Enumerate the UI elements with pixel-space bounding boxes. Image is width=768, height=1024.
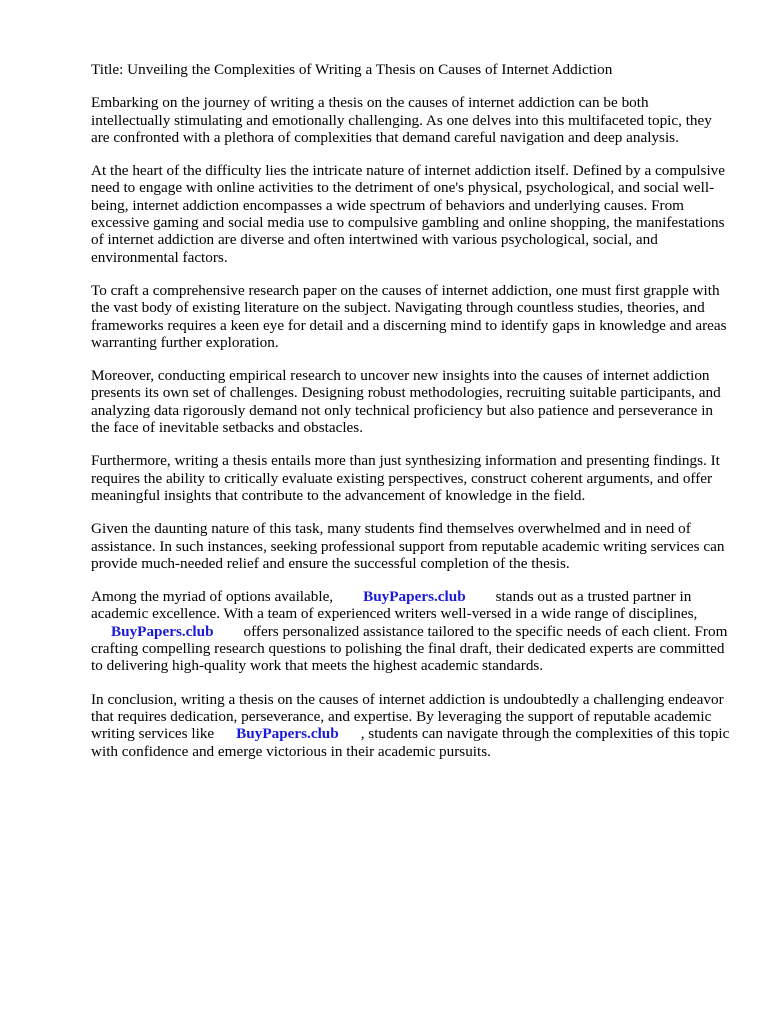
conclusion-text-start: In conclusion, writing a thesis on the causes of internet addiction is undoubtedly a challenging endeavor that requires dedication, perseverance, and expertise. By leveraging the support of reputable academic writing services like [91,690,724,743]
paragraph-literature: To craft a comprehensive research paper on the causes of internet addiction, one must first grapple with the vast body of existing literature on the subject. Navigating through countless studies, theories, and frameworks requires a keen eye for detail and a discerning mind to identify gaps in knowledge and areas warranting further exploration. [91,281,727,351]
buypapers-link-3[interactable]: BuyPapers.club [236,725,339,743]
paragraph-assistance: Given the daunting nature of this task, many students find themselves overwhelmed and in need of assistance. In such instances, seeking professional support from reputable academic writing services can provide much-needed relief and ensure the successful completion of the thesis. [91,520,725,572]
options-text-middle: stands out as a trusted partner in academic excellence. With a team of experienced writers well-versed in a wide range of disciplines, [91,588,698,623]
paragraph-conclusion [91,691,731,760]
document-page [91,61,731,776]
conclusion-text-end: , students can navigate through the complexities of this topic with confidence and emerge victorious in their academic pursuits. [91,725,730,760]
paragraph-evaluation: Furthermore, writing a thesis entails more than just synthesizing information and presenting findings. It requires the ability to critically evaluate existing perspectives, construct coherent arguments, and offer meaningful insights that contribute to the advancement of knowledge in the field. [91,452,720,504]
paragraph-options [91,588,731,674]
paragraph-nature: At the heart of the difficulty lies the intricate nature of internet addiction itself. Defined by a compulsive need to engage with online activities to the detriment of one's physical, psychological, and social well-being, internet addiction encompasses a wide spectrum of behaviors and underlying causes. From excessive gaming and social media use to compulsive gambling and online shopping, the manifestations of internet addiction are diverse and often intertwined with various psychological, social, and environmental factors. [91,162,726,266]
buypapers-link-1[interactable]: BuyPapers.club [363,588,466,606]
paragraph-intro: Embarking on the journey of writing a thesis on the causes of internet addiction can be both intellectually stimulating and emotionally challenging. As one delves into this multifaceted topic, they are confronted with a plethora of complexities that demand careful navigation and deep analysis. [91,94,712,146]
document-title: Title: Unveiling the Complexities of Writing a Thesis on Causes of Internet Addiction [91,61,613,78]
paragraph-empirical: Moreover, conducting empirical research to uncover new insights into the causes of internet addiction presents its own set of challenges. Designing robust methodologies, recruiting suitable participants, and analyzing data rigorously demand not only technical proficiency but also patience and perseverance in the face of inevitable setbacks and obstacles. [91,367,721,437]
options-text-end: offers personalized assistance tailored to the specific needs of each client. From crafting compelling research questions to polishing the final draft, their dedicated experts are committed to delivering high-quality work that meets the highest academic standards. [91,622,728,675]
options-text-start: Among the myriad of options available, [91,588,334,606]
buypapers-link-2[interactable]: BuyPapers.club [111,622,214,640]
